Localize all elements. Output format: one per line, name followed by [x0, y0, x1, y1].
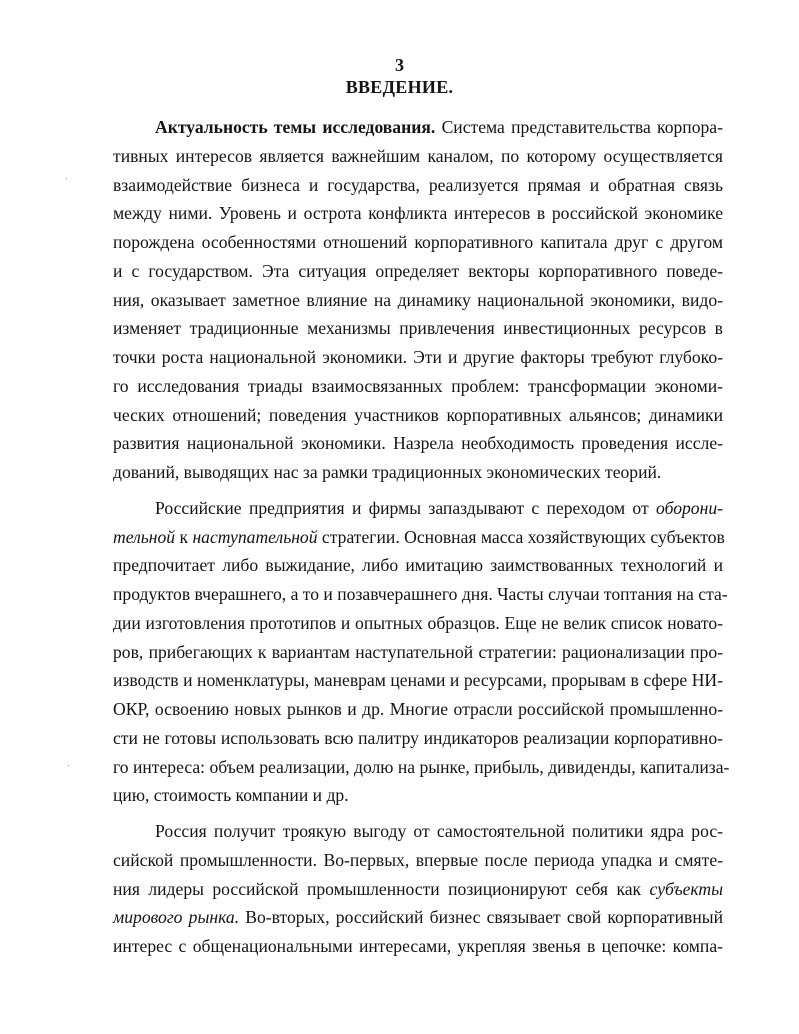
italic-term: тельной: [113, 526, 176, 547]
text-line: развития национальной экономики. Назрела необходимость проведения иссле-: [113, 433, 723, 454]
line-text: стратегии. Основная масса хозяйствующих субъектов: [317, 526, 725, 547]
text-line: порождена особенностями отношений корпоративного капитала друг с другом: [113, 232, 723, 252]
text-line: предпочитает либо выжидание, либо имитацию заимствованных технологий и: [113, 555, 723, 576]
text-line: ния, оказывает заметное влияние на динамику национальной экономики, видо-: [113, 289, 723, 310]
italic-term: оборони-: [656, 497, 723, 518]
line-text: Во-вторых, российский бизнес связывает свой корпоративный: [239, 907, 723, 928]
page-number: 3: [395, 55, 404, 75]
lead-in-bold: Актуальность темы исследования.: [155, 117, 436, 137]
text-line: продуктов вчерашнего, а то и позавчерашнего дня. Часты случаи топтания на ста-: [113, 584, 728, 604]
text-line: тивных интересов является важнейшим каналом, по которому осуществляется: [113, 145, 723, 166]
text-line: [113, 523, 723, 552]
scan-speck: [68, 765, 69, 766]
body-text: [113, 113, 730, 961]
text-line: дии изготовления прототипов и опытных образцов. Еще не велик список новато-: [113, 612, 723, 633]
text-line: ров, прибегающих к вариантам наступательной стратегии: рационализации про-: [113, 641, 723, 662]
text-line: сти не готовы использовать всю палитру индикаторов реализации корпоративно-: [113, 727, 723, 748]
text-line: Россия получит троякую выгоду от самостоятельной политики ядра рос-: [155, 821, 723, 841]
text-line: и с государством. Эта ситуация определяет векторы корпоративного поведе-: [113, 260, 723, 281]
text-line: ОКР, освоению новых рынков и др. Многие отрасли российской промышленно-: [113, 699, 723, 719]
text-line: [113, 875, 723, 904]
text-line: [113, 113, 723, 142]
line-text: ния лидеры российской промышленности позиционируют себя как: [113, 878, 650, 899]
text-line: цию, стоимость компании и др.: [113, 785, 349, 806]
line-text: Система представительства корпора-: [435, 117, 723, 137]
text-line: взаимодействие бизнеса и государства, реализуется прямая и обратная связь: [113, 174, 723, 195]
text-line: изменяет традиционные механизмы привлечения инвестиционных ресурсов в: [113, 318, 723, 339]
line-text: Российские предприятия и фирмы запаздывают с переходом от: [155, 497, 657, 518]
italic-term: наступательной: [192, 526, 318, 547]
line-text: к: [175, 526, 193, 547]
italic-term: субъекты: [649, 878, 723, 899]
text-line: го исследования триады взаимосвязанных проблем: трансформации экономи-: [113, 375, 723, 396]
section-heading: ВВЕДЕНИЕ.: [345, 77, 454, 97]
paragraph-strategy: [113, 494, 730, 810]
italic-term: мирового рынка.: [113, 907, 240, 928]
text-line: точки роста национальной экономики. Эти и другие факторы требуют глубоко-: [113, 347, 723, 367]
text-line: сийской промышленности. Во-первых, впервые после периода упадка и смяте-: [113, 849, 723, 870]
paragraph-benefit: [113, 817, 723, 961]
text-line: [113, 903, 723, 932]
text-line: интерес с общенациональными интересами, укрепляя звенья в цепочке: компа-: [113, 936, 723, 956]
paragraph-actuality: [113, 113, 723, 487]
text-line: [113, 494, 723, 523]
text-line: изводств и номенклатуры, маневрам ценами и ресурсами, прорывам в сфере НИ-: [113, 670, 723, 691]
text-line: дований, выводящих нас за рамки традиционных экономических теорий.: [113, 462, 662, 482]
text-line: между ними. Уровень и острота конфликта интересов в российской экономике: [113, 203, 723, 224]
scan-speck: [66, 178, 67, 179]
text-line: ческих отношений; поведения участников корпоративных альянсов; динамики: [113, 404, 723, 425]
text-line: го интереса: объем реализации, долю на рынке, прибыль, дивиденды, капитализа-: [113, 756, 730, 777]
